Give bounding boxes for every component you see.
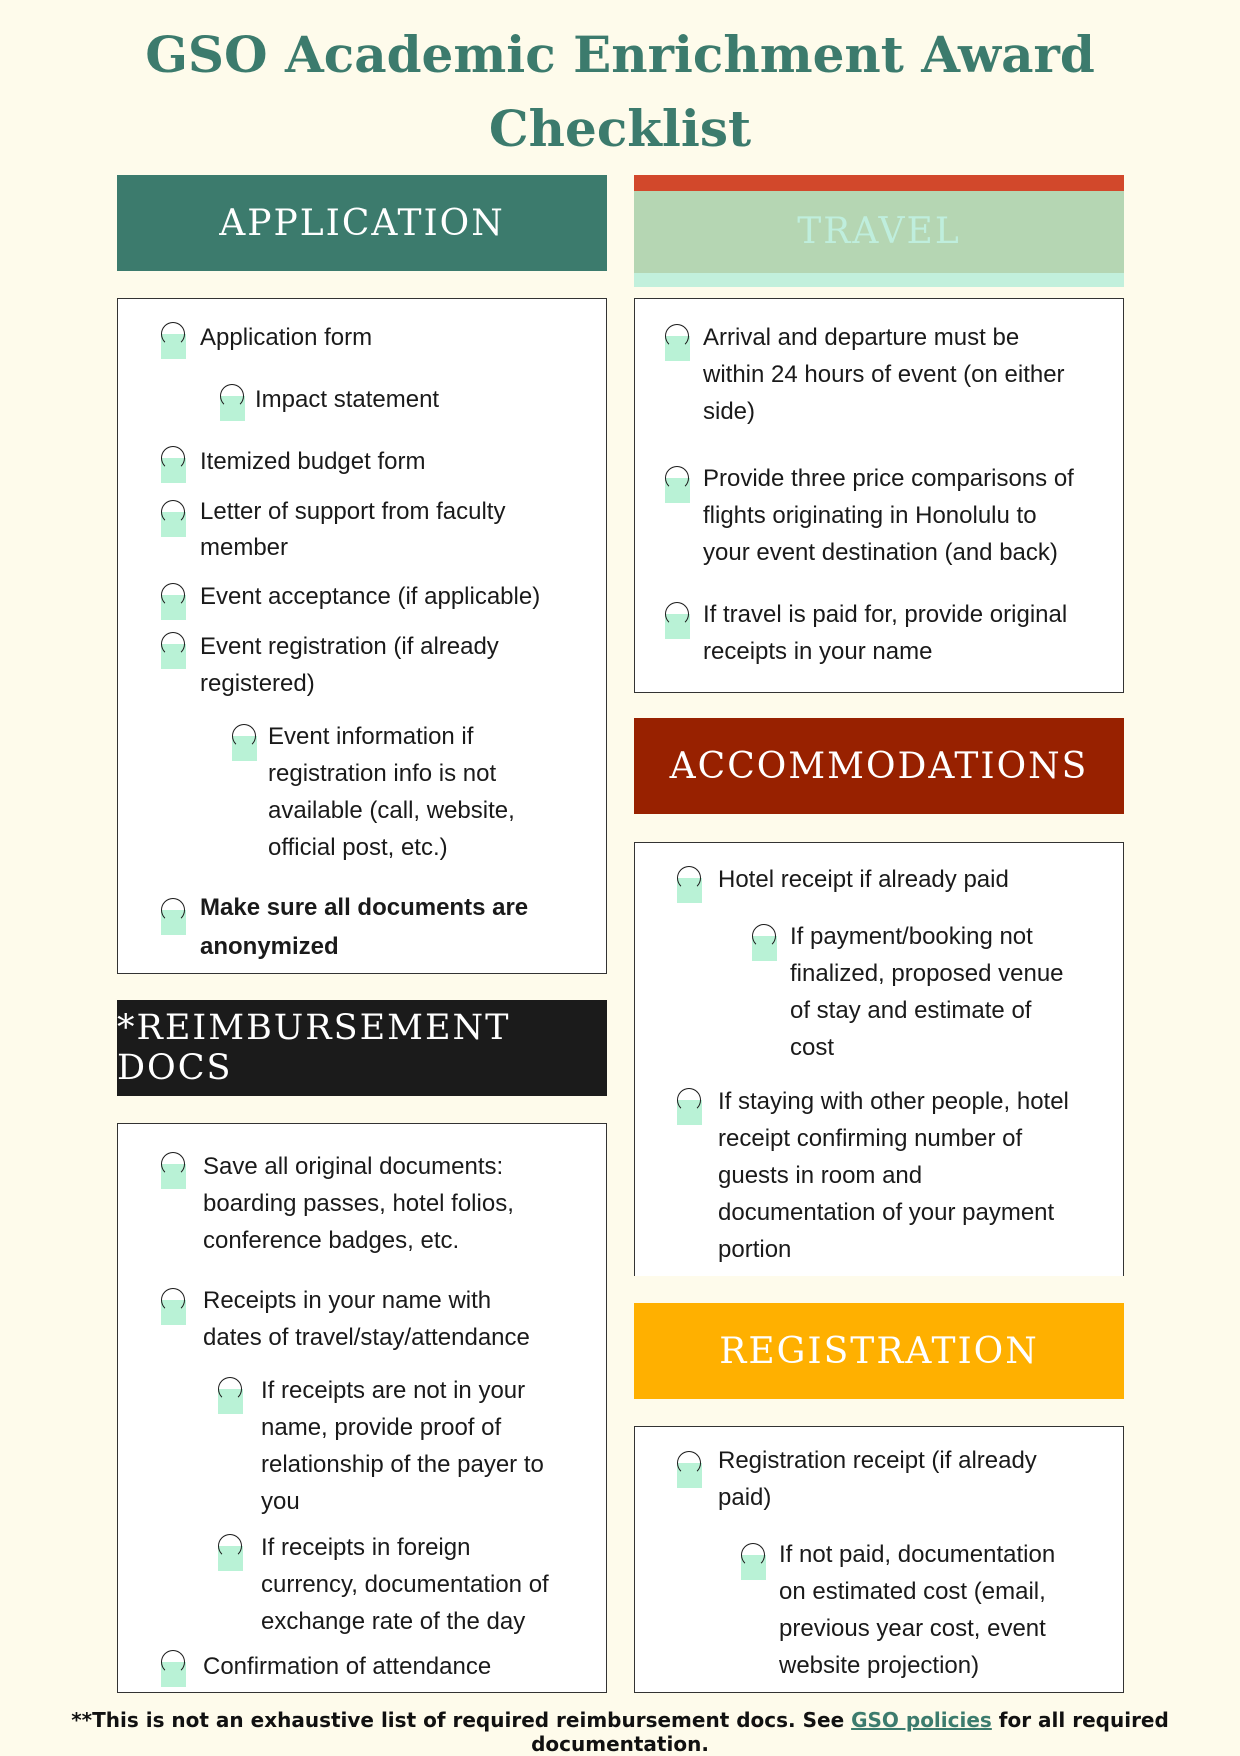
item-shared-line-5: portion xyxy=(718,1236,792,1263)
application-heading: APPLICATION xyxy=(117,175,607,271)
checkbox-booking-not-finalized[interactable] xyxy=(752,924,777,962)
item-application-form: Application form xyxy=(200,324,373,351)
item-event-information-line-2: registration info is not xyxy=(268,760,497,787)
item-shared-line-3: guests in room and xyxy=(718,1162,923,1189)
item-travel-receipts-line-1: If travel is paid for, provide original xyxy=(703,601,1068,628)
title-line-1: GSO Academic Enrichment Award xyxy=(145,25,1095,84)
checkbox-shared-stay[interactable] xyxy=(677,1088,702,1126)
item-booking-line-4: cost xyxy=(790,1034,835,1061)
checkbox-original-documents[interactable] xyxy=(161,1152,186,1190)
item-original-docs-line-1: Save all original documents: xyxy=(203,1153,504,1180)
item-event-registration-line-2: registered) xyxy=(200,670,315,697)
item-proof-line-3: relationship of the payer to xyxy=(261,1451,544,1478)
checkbox-budget-form[interactable] xyxy=(161,446,186,484)
item-receipts-line-2: dates of travel/stay/attendance xyxy=(203,1324,530,1351)
item-proof-line-4: you xyxy=(261,1488,300,1515)
item-travel-receipts-line-2: receipts in your name xyxy=(703,638,933,665)
item-registration-line-1: Registration receipt (if already xyxy=(718,1447,1037,1474)
item-event-information-line-1: Event information if xyxy=(268,723,474,750)
checkbox-foreign-currency[interactable] xyxy=(218,1534,243,1572)
checkbox-event-information[interactable] xyxy=(232,724,257,762)
item-price-line-2: flights originating in Honolulu to xyxy=(703,502,1037,529)
checkbox-impact-statement[interactable] xyxy=(220,384,245,422)
checkbox-confirmation-of-attendance[interactable] xyxy=(161,1650,186,1688)
item-original-docs-line-2: boarding passes, hotel folios, xyxy=(203,1190,514,1217)
item-confirmation-of-attendance: Confirmation of attendance xyxy=(203,1653,492,1680)
item-event-registration-line-1: Event registration (if already xyxy=(200,633,499,660)
item-shared-line-2: receipt confirming number of xyxy=(718,1125,1023,1152)
checkbox-proof-of-relationship[interactable] xyxy=(218,1377,243,1415)
checkbox-support-letter[interactable] xyxy=(161,500,186,538)
item-currency-line-1: If receipts in foreign xyxy=(261,1534,471,1561)
item-booking-line-3: of stay and estimate of xyxy=(790,997,1032,1024)
item-arrival-line-2: within 24 hours of event (on either xyxy=(703,361,1065,388)
page-title xyxy=(0,18,1240,166)
item-anonymized-line-2: anonymized xyxy=(200,933,339,960)
checkbox-estimated-cost[interactable] xyxy=(741,1543,766,1581)
item-booking-line-2: finalized, proposed venue xyxy=(790,960,1064,987)
item-receipts-line-1: Receipts in your name with xyxy=(203,1287,492,1314)
checkbox-price-comparisons[interactable] xyxy=(665,466,690,504)
item-shared-line-1: If staying with other people, hotel xyxy=(718,1088,1069,1115)
item-estimated-line-4: website projection) xyxy=(779,1652,980,1679)
footer-note xyxy=(0,1708,1240,1756)
checkbox-receipts-in-name[interactable] xyxy=(161,1288,186,1326)
title-line-2: Checklist xyxy=(488,99,752,158)
item-anonymized-line-1: Make sure all documents are xyxy=(200,894,529,921)
item-estimated-line-1: If not paid, documentation xyxy=(779,1541,1056,1568)
item-currency-line-2: currency, documentation of xyxy=(261,1571,549,1598)
item-hotel-receipt: Hotel receipt if already paid xyxy=(718,866,1009,893)
checkbox-arrival-departure[interactable] xyxy=(665,324,690,362)
checkbox-travel-receipts[interactable] xyxy=(665,602,690,640)
item-price-line-1: Provide three price comparisons of xyxy=(703,465,1074,492)
item-arrival-line-3: side) xyxy=(703,398,756,425)
item-original-docs-line-3: conference badges, etc. xyxy=(203,1227,460,1254)
registration-heading: REGISTRATION xyxy=(634,1303,1124,1399)
checkbox-event-acceptance[interactable] xyxy=(161,583,186,621)
item-currency-line-3: exchange rate of the day xyxy=(261,1608,526,1635)
checkbox-hotel-receipt[interactable] xyxy=(677,866,702,904)
item-support-letter-line-1: Letter of support from faculty xyxy=(200,498,506,525)
checkbox-event-registration[interactable] xyxy=(161,632,186,670)
checkbox-anonymized[interactable] xyxy=(161,898,186,936)
footer-text-after: for all required documentation. xyxy=(531,1708,1169,1756)
item-event-acceptance: Event acceptance (if applicable) xyxy=(200,583,541,610)
accommodations-heading: ACCOMMODATIONS xyxy=(634,718,1124,814)
item-budget-form: Itemized budget form xyxy=(200,448,426,475)
item-support-letter-line-2: member xyxy=(200,534,289,561)
item-event-information-line-3: available (call, website, xyxy=(268,797,515,824)
checkbox-application-form[interactable] xyxy=(161,322,186,360)
item-impact-statement: Impact statement xyxy=(255,386,440,413)
gso-policies-link[interactable]: GSO policies xyxy=(851,1708,992,1732)
item-estimated-line-2: on estimated cost (email, xyxy=(779,1578,1046,1605)
item-event-information-line-4: official post, etc.) xyxy=(268,834,448,861)
footer-text-before: **This is not an exhaustive list of required reimbursement docs. See xyxy=(71,1708,852,1732)
item-arrival-line-1: Arrival and departure must be xyxy=(703,324,1020,351)
travel-heading: TRAVEL xyxy=(634,175,1124,287)
item-price-line-3: your event destination (and back) xyxy=(703,539,1058,566)
item-shared-line-4: documentation of your payment xyxy=(718,1199,1055,1226)
item-proof-line-2: name, provide proof of xyxy=(261,1414,502,1441)
item-proof-line-1: If receipts are not in your xyxy=(261,1377,526,1404)
reimbursement-heading: *REIMBURSEMENT DOCS xyxy=(117,1000,607,1096)
item-estimated-line-3: previous year cost, event xyxy=(779,1615,1046,1642)
item-registration-line-2: paid) xyxy=(718,1484,772,1511)
checkbox-registration-receipt[interactable] xyxy=(677,1451,702,1489)
item-booking-line-1: If payment/booking not xyxy=(790,923,1033,950)
